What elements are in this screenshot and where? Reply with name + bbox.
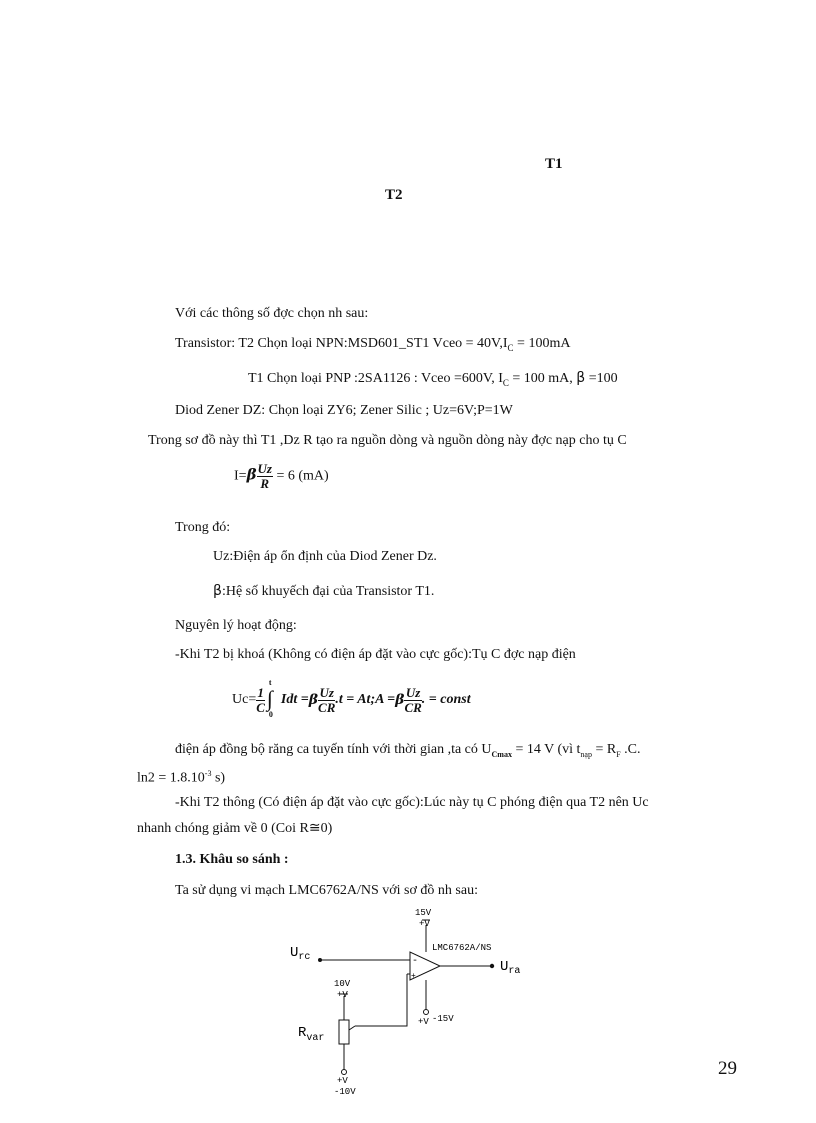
minus10-label: -10V — [334, 1087, 356, 1097]
minus15-label: -15V — [432, 1014, 454, 1024]
ten-v-label: 10V — [334, 979, 351, 989]
transistor-t1-line: T1 Chọn loại PNP :2SA1126 : Vceo =600V, $I_C = 100$ mA, β =100 — [248, 370, 618, 388]
minus10-terminal — [342, 1070, 347, 1075]
principle-heading: Nguyên lý hoạt động: — [175, 618, 297, 633]
rvar-label: $R_{var}$ — [298, 1025, 325, 1044]
formula-uc: Uc= $\frac{1}{C}$ t ∫ 0 Idt =β $\frac{Uz}{CR}$ .t = At;A =β $\frac{Uz}{CR}$ . = const — [232, 678, 471, 719]
ten-v-v-label: +V — [337, 990, 348, 1000]
minus-sign: - — [412, 956, 419, 967]
potentiometer — [339, 1020, 349, 1044]
minus15-v-label: +V — [418, 1017, 429, 1027]
section-heading: 1.3. Khâu so sánh : — [175, 852, 289, 867]
beta-definition: β:Hệ số khuyếch đại của Transistor T1. — [213, 583, 435, 599]
t2-off-text: -Khi T2 bị khoá (Không có điện áp đặt vào cực gốc):Tụ C đợc nạp điện — [175, 647, 576, 662]
formula-current: I=β $\frac{Uz}{R}$ = 6 (mA) — [234, 461, 329, 491]
wiper-wire — [355, 974, 407, 1026]
plus15-v-label: +V — [419, 919, 430, 929]
zener-line: Diod Zener DZ: Chọn loại ZY6; Zener Silic ; Uz=6V;P=1W — [175, 403, 513, 418]
ic-intro: Ta sử dụng vi mạch LMC6762A/NS với sơ đồ nh sau: — [175, 883, 478, 898]
page-number: 29 — [718, 1058, 737, 1079]
ura-node — [490, 964, 494, 968]
urc-label: $U_{rc}$ — [290, 945, 311, 963]
supply-minus-terminal — [424, 1010, 429, 1015]
ura-label: $U_{ra}$ — [500, 959, 521, 977]
params-intro: Với các thông số đợc chọn nh sau: — [175, 306, 369, 321]
urc-node — [318, 958, 322, 962]
pot-wiper — [349, 1026, 355, 1030]
sawtooth-line-1: điện áp đồng bộ răng ca tuyến tính với thời gian ,ta có $U_{Cmax} = 14$ V (vì $t_{nạp} = R_F$ .C. — [175, 742, 641, 759]
uz-definition: Uz:Điện áp ổn định của Diod Zener Dz. — [213, 549, 437, 564]
label-t1: T1 — [545, 156, 563, 172]
label-t2: T2 — [385, 187, 403, 203]
where-label: Trong đó: — [175, 520, 231, 535]
ic-name-label: LMC6762A/NS — [432, 943, 492, 953]
transistor-t2-line: Transistor: T2 Chọn loại NPN:MSD601_ST1 Vceo = $40V,I_C = 100mA$ — [175, 336, 571, 353]
plus-sign: + — [411, 972, 416, 981]
circuit-description: Trong sơ đồ này thì T1 ,Dz R tạo ra nguồn dòng và nguồn dòng này đợc nạp cho tụ C — [148, 433, 627, 448]
sawtooth-line-2: $\ln 2 = 1.8.10^{-3}$ s) — [137, 769, 226, 786]
minus10-v-label: +V — [337, 1076, 348, 1086]
t2-on-line-2: nhanh chóng giảm về 0 (Coi R≅0) — [137, 821, 333, 836]
t2-on-line-1: -Khi T2 thông (Có điện áp đặt vào cực gốc):Lúc này tụ C phóng điện qua T2 nên Uc — [175, 795, 649, 810]
plus15-label: 15V — [415, 908, 432, 918]
comparator-schematic — [280, 900, 550, 1105]
